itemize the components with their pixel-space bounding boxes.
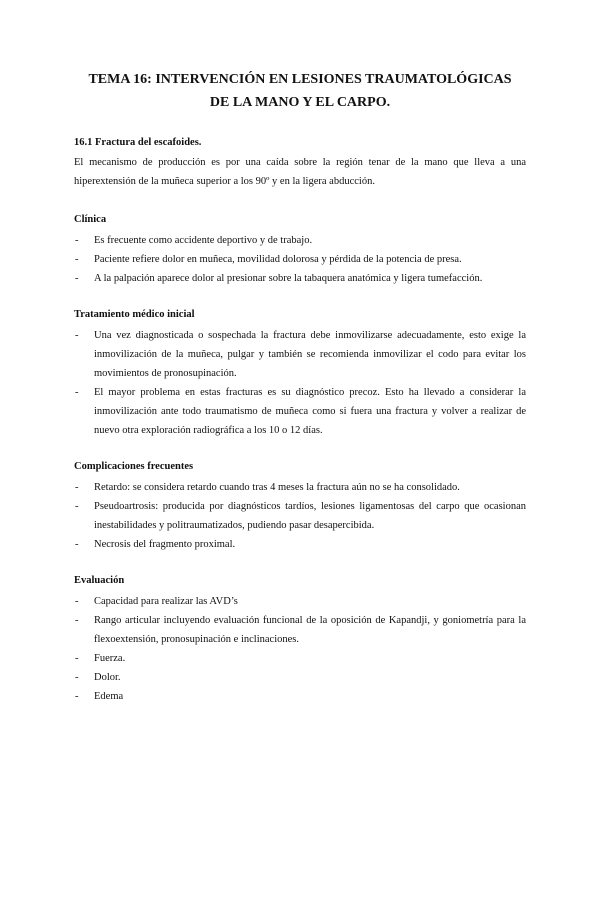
section-heading: Clínica <box>74 214 107 225</box>
page-title: TEMA 16: INTERVENCIÓN EN LESIONES TRAUMATOLÓGICAS DE LA MANO Y EL CARPO. <box>88 72 512 110</box>
list-item <box>74 478 526 497</box>
list-item-text: Pseudoartrosis: producida por diagnósticos tardíos, lesiones ligamentosas del carpo que ocasionan inestabilidades y politraumatizados, pudiendo pasar desapercibida. <box>94 501 526 531</box>
dash-bullet: - <box>75 653 79 664</box>
dash-bullet: - <box>75 273 79 284</box>
bullet-list <box>74 326 526 440</box>
list-item <box>74 383 526 440</box>
bullet-list <box>74 592 526 706</box>
list-item-text: Una vez diagnosticada o sospechada la fractura debe inmovilizarse adecuadamente, esto exige la inmovilización de la muñeca, pulgar y también se recomienda inmovilizar el codo para evitar los movimientos de pronosupinación. <box>94 330 526 379</box>
dash-bullet: - <box>75 596 79 607</box>
dash-bullet: - <box>75 254 79 265</box>
document-page <box>0 68 600 916</box>
section-complicaciones <box>74 460 526 554</box>
list-item-text: Retardo: se considera retardo cuando tras 4 meses la fractura aún no se ha consolidado. <box>94 482 460 493</box>
dash-bullet: - <box>75 330 79 341</box>
list-item-text: Edema <box>94 691 124 702</box>
bullet-list <box>74 231 526 288</box>
section-clinica <box>74 213 526 288</box>
list-item-text: Necrosis del fragmento proximal. <box>94 539 236 550</box>
list-item <box>74 231 526 250</box>
dash-bullet: - <box>75 539 79 550</box>
list-item <box>74 592 526 611</box>
list-item <box>74 326 526 383</box>
list-item <box>74 250 526 269</box>
dash-bullet: - <box>75 615 79 626</box>
dash-bullet: - <box>75 672 79 683</box>
list-item-text: El mayor problema en estas fracturas es su diagnóstico precoz. Esto ha llevado a considerar la inmovilización ante todo traumatismo de muñeca como si fuera una fractura y volver a realizar de nuevo otra exploración radiográfica a los 10 o 12 días. <box>94 387 526 436</box>
dash-bullet: - <box>75 387 79 398</box>
list-item <box>74 668 526 687</box>
list-item <box>74 497 526 535</box>
dash-bullet: - <box>75 482 79 493</box>
list-item <box>74 649 526 668</box>
section-heading: Complicaciones frecuentes <box>74 461 194 472</box>
dash-bullet: - <box>75 235 79 246</box>
list-item-text: Rango articular incluyendo evaluación funcional de la oposición de Kapandji, y goniometría para la flexoextensión, pronosupinación e inclinaciones. <box>94 615 526 645</box>
section-evaluacion <box>74 574 526 706</box>
bullet-list <box>74 478 526 554</box>
list-item <box>74 687 526 706</box>
list-item-text: Es frecuente como accidente deportivo y de trabajo. <box>94 235 313 246</box>
dash-bullet: - <box>75 691 79 702</box>
list-item-text: Capacidad para realizar las AVD’s <box>94 596 238 607</box>
section-heading: 16.1 Fractura del escafoides. <box>74 137 202 148</box>
list-item <box>74 535 526 554</box>
list-item-text: A la palpación aparece dolor al presionar sobre la tabaquera anatómica y ligera tumefacción. <box>94 273 483 284</box>
section-heading: Tratamiento médico inicial <box>74 309 195 320</box>
section-tratamiento <box>74 308 526 440</box>
list-item <box>74 269 526 288</box>
dash-bullet: - <box>75 501 79 512</box>
list-item-text: Paciente refiere dolor en muñeca, movilidad dolorosa y pérdida de la potencia de presa. <box>94 254 462 265</box>
list-item <box>74 611 526 649</box>
section-heading: Evaluación <box>74 575 125 586</box>
section-paragraph: El mecanismo de producción es por una caída sobre la región tenar de la mano que lleva a una hiperextensión de la muñeca superior a los 90º y en la ligera abducción. <box>74 157 526 187</box>
list-item-text: Dolor. <box>94 672 121 683</box>
section-fractura-escafoides <box>74 136 526 191</box>
list-item-text: Fuerza. <box>94 653 126 664</box>
